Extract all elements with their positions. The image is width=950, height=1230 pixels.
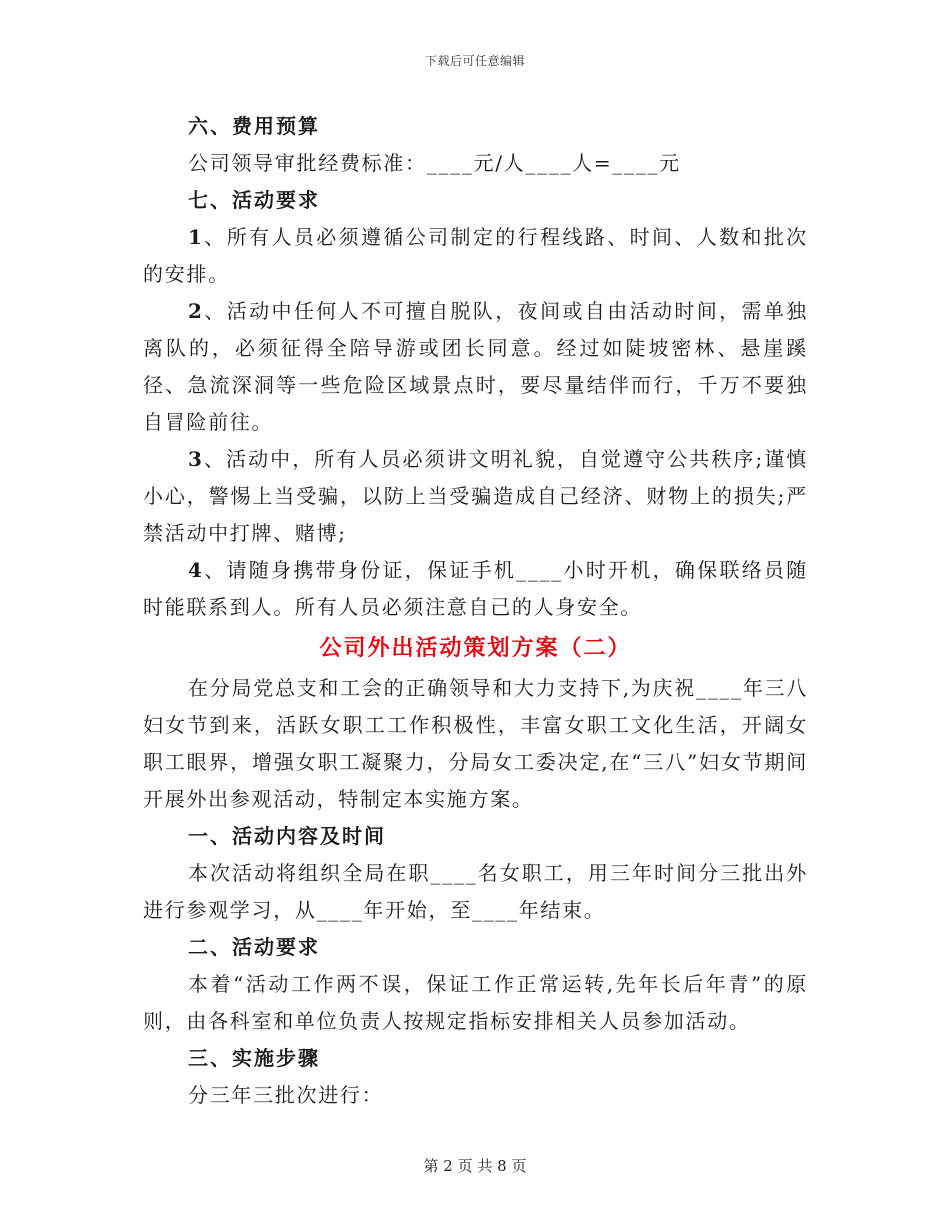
item-text: 、活动中，所有人员必须讲文明礼貌，自觉遵守公共秩序;谨慎小心，警惕上当受骗，以防上当受骗造成自己经济、财物上的损失;严禁活动中打牌、赌博; (143, 447, 808, 545)
intro-paragraph: 在分局党总支和工会的正确领导和大力支持下,为庆祝____年三八妇女节到来，活跃女职工工作积极性，丰富女职工文化生活，开阔女职工眼界，增强女职工凝聚力，分局女工委决定,在“三八”妇女节期间开展外出参观活动，特制定本实施方案。 (143, 676, 808, 811)
section-heading-budget: 六、费用预算 (188, 114, 320, 138)
budget-text: 公司领导审批经费标准：____元/人____人=____元 (188, 151, 681, 175)
item-number: 4 (188, 558, 204, 582)
section-heading-steps: 三、实施步骤 (188, 1046, 320, 1070)
requirement-item-4 (143, 552, 808, 626)
item-number: 2 (188, 299, 204, 323)
item-text: 、活动中任何人不可擅自脱队，夜间或自由活动时间，需单独离队的，必须征得全陪导游或团长同意。经过如陡坡密林、悬崖蹊径、急流深洞等一些危险区域景点时，要尽量结伴而行，千万不要独自冒险前往。 (143, 299, 808, 434)
header-note: 下载后可任意编辑 (424, 54, 525, 68)
item-number: 1 (188, 225, 204, 249)
requirement-item-3 (143, 441, 808, 552)
requirement-item-2 (143, 293, 808, 441)
page-footer: 第 2 页 共 8 页 (423, 1157, 527, 1175)
section-heading-activity-requirements: 二、活动要求 (188, 935, 320, 959)
steps-text: 分三年三批次进行： (188, 1083, 384, 1107)
item-number: 3 (188, 447, 204, 471)
requirement-item-1 (143, 219, 808, 293)
content-time-text: 本次活动将组织全局在职____名女职工，用三年时间分三批出外进行参观学习，从____年开始，至____年结束。 (143, 861, 808, 922)
section-heading-content-time: 一、活动内容及时间 (188, 824, 386, 848)
item-text: 、请随身携带身份证，保证手机____小时开机，确保联络员随时能联系到人。所有人员必须注意自己的人身安全。 (143, 558, 808, 619)
activity-requirements-text: 本着“活动工作两不误，保证工作正常运转,先年长后年青”的原则，由各科室和单位负责人按规定指标安排相关人员参加活动。 (143, 972, 808, 1033)
section-heading-requirements: 七、活动要求 (188, 188, 320, 212)
document-title: 公司外出活动策划方案（二） (319, 635, 632, 661)
item-text: 、所有人员必须遵循公司制定的行程线路、时间、人数和批次的安排。 (143, 225, 808, 286)
document-body (143, 108, 808, 1114)
